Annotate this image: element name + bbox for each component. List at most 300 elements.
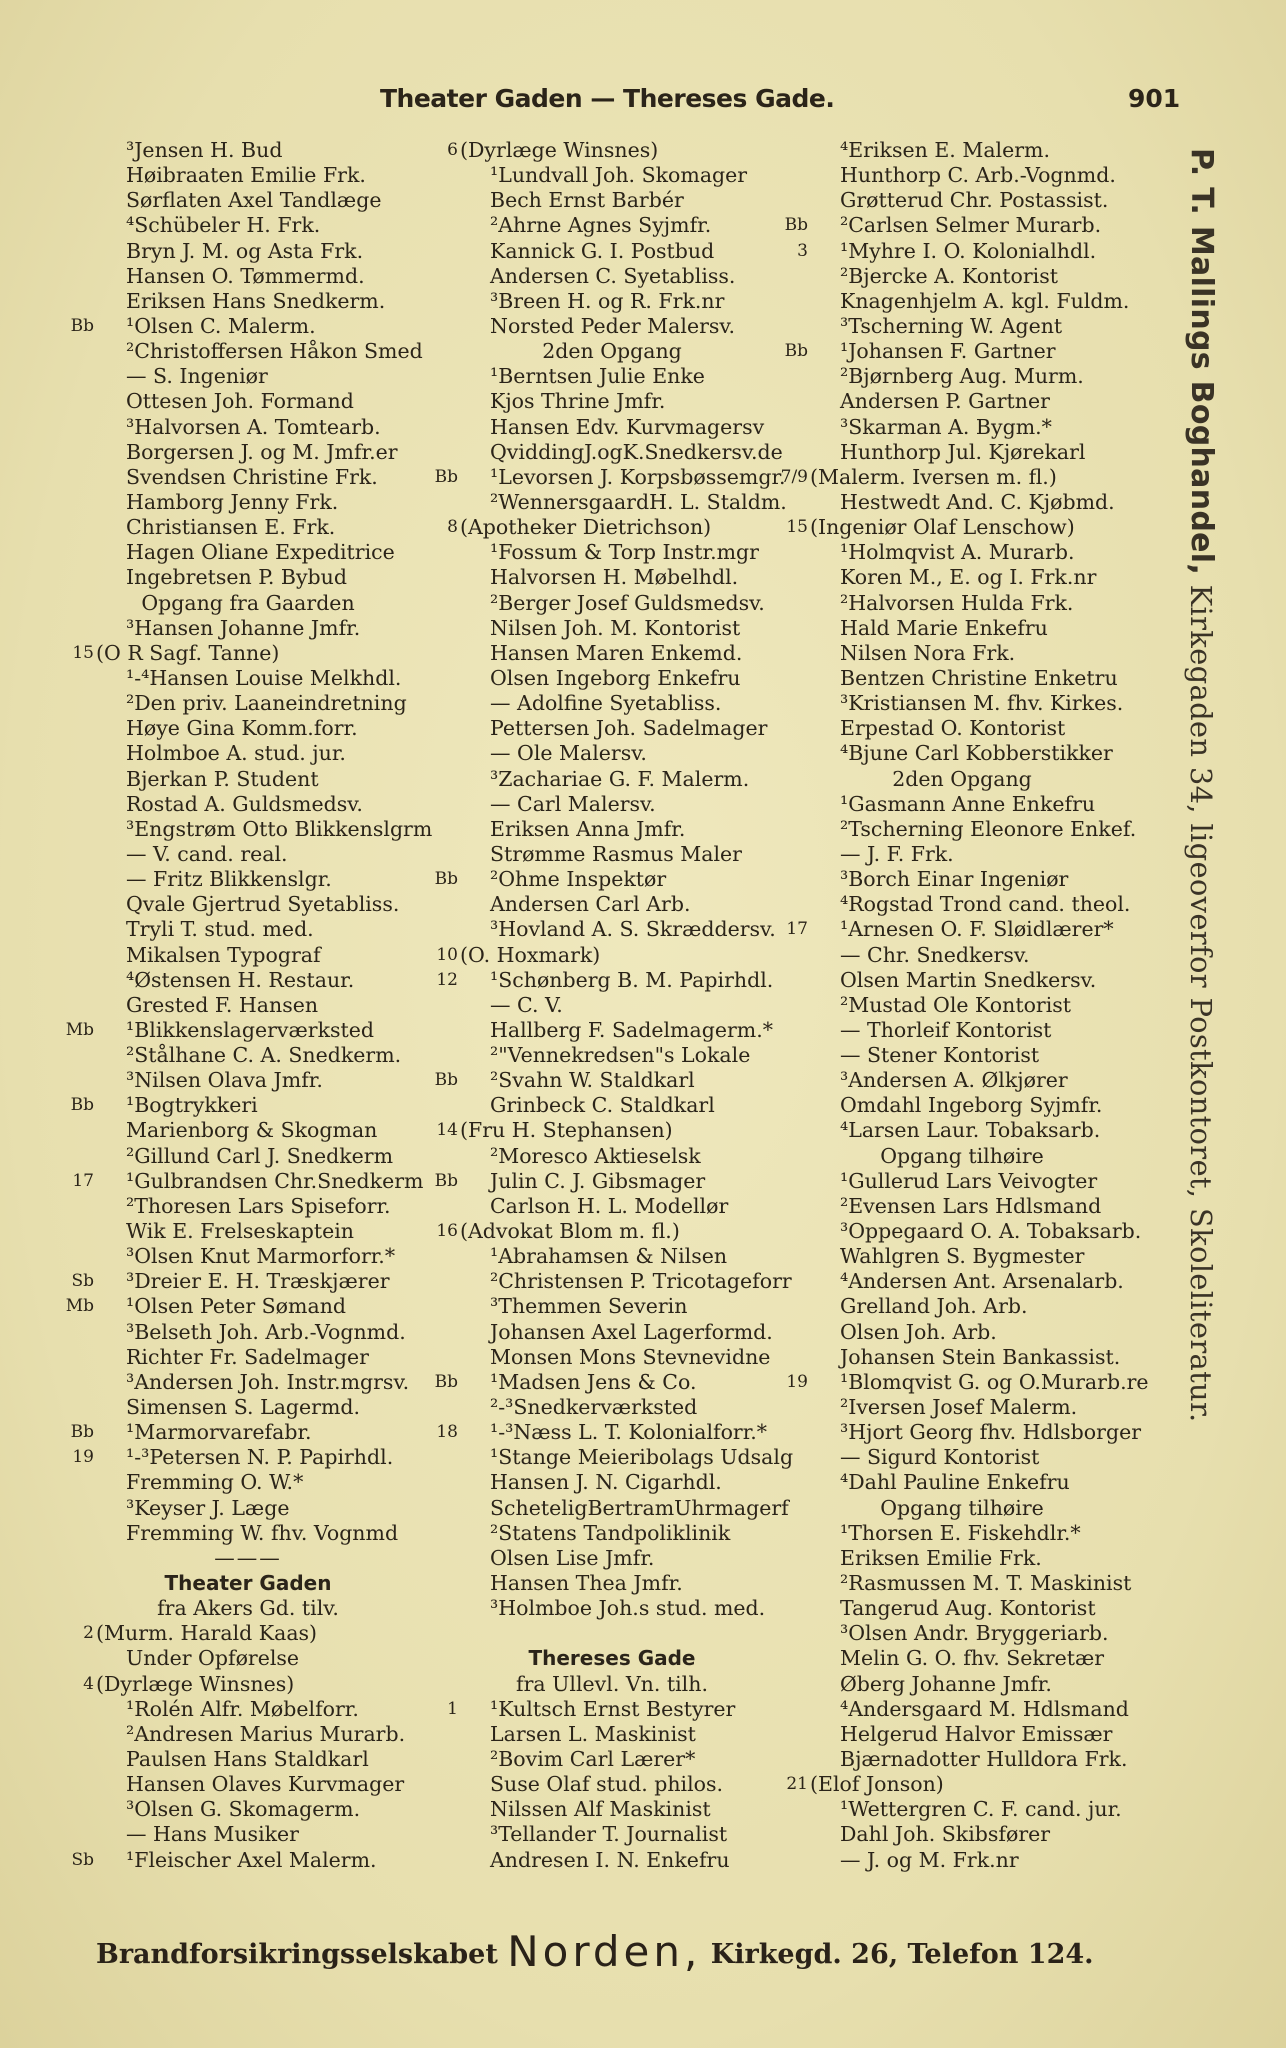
house-number-prefix: 19 [72,1447,94,1468]
entry-text: ²Berger Josef Guldsmedsv. [490,590,765,615]
directory-line [812,1722,1147,1747]
entry-text: Mikalsen Typograf [126,942,321,967]
directory-line [786,515,1147,540]
entry-text: ²Statens Tandpoliklinik [490,1520,731,1545]
house-number-prefix: 4 [83,1673,94,1694]
entry-text: Kannick G. I. Postbud [490,238,715,263]
entry-text: ²"Vennekredsen"s Lokale [490,1043,751,1068]
directory-line [786,917,1147,942]
directory-line [462,1470,797,1495]
entry-text: Hunthorp C. Arb.-Vognmd. [840,163,1116,188]
entry-text: Andresen I. N. Enkefru [490,1847,730,1872]
page-title: Theater Gaden — Thereses Gade. [380,84,835,113]
entry-text: Johansen Stein Bankassist. [840,1344,1121,1369]
entry-text: ²Svahn W. Staldkarl [490,1068,695,1093]
entry-text: Holmboe A. stud. jur. [126,741,346,766]
directory-line [812,716,1147,741]
directory-line [812,1244,1147,1269]
directory-line [462,1244,797,1269]
entry-text: ¹Blomqvist G. og O.Murarb.re [840,1369,1149,1394]
entry-text: ²Stålhane C. A. Snedkerm. [126,1043,402,1068]
directory-line [462,1621,797,1646]
entry-text: Hunthorp Jul. Kjørekarl [840,439,1086,464]
entry-text: ³Hansen Johanne Jmfr. [126,615,361,640]
directory-line [98,1219,433,1244]
directory-line [98,1395,433,1420]
directory-line [70,1093,433,1118]
directory-line [786,1369,1149,1395]
entry-text: Kjos Thrine Jmfr. [490,389,666,414]
entry-text: Tangerud Aug. Kontorist [840,1596,1096,1621]
directory-line [462,1269,797,1294]
side-advertisement [1184,148,1219,1423]
entry-text: Olsen Lise Jmfr. [490,1545,655,1570]
entry-text: Grelland Joh. Arb. [840,1294,1028,1319]
entry-text: ²Christoffersen Håkon Smed [126,339,423,364]
directory-line [98,465,433,490]
entry-text: — J. F. Frk. [840,841,954,866]
entry-text: ⁴Dahl Pauline Enkefru [840,1470,1070,1495]
directory-line [812,1521,1147,1546]
directory-line [98,163,433,188]
entry-text: Wik E. Frelseskaptein [126,1219,354,1244]
entry-text: ¹Rolén Alfr. Møbelforr. [126,1696,359,1721]
entry-text: ScheteligBertramUhrmagerf [490,1495,789,1520]
entry-text: ³Olsen Knut Marmorforr.* [126,1244,396,1269]
directory-line [462,415,797,440]
house-number-prefix: Bb [70,1422,94,1443]
house-number-prefix: 21 [786,1774,808,1795]
directory-line [784,213,1147,238]
house-number-prefix: 3 [797,240,808,261]
directory-line [98,1521,433,1546]
house-number-prefix: 15 [72,642,94,663]
entry-text: Omdahl Ingeborg Syjmfr. [840,1093,1103,1118]
entry-text: — Thorleif Kontorist [840,1017,1052,1042]
entry-text: (O. Hoxmark) [460,942,601,967]
directory-line [98,1118,433,1143]
entry-text: Simensen S. Lagermd. [126,1395,361,1420]
entry-text: ¹Lundvall Joh. Skomager [490,163,748,188]
entry-text: — Adolfine Syetabliss. [490,691,722,716]
directory-line [98,767,433,792]
entry-text: Eriksen Emilie Frk. [840,1545,1042,1570]
directory-line [98,389,433,414]
entry-text: Høibraaten Emilie Frk. [126,163,366,188]
entry-text: ¹Madsen Jens & Co. [490,1369,697,1394]
entry-text: Bjærnadotter Hulldora Frk. [840,1747,1128,1771]
entry-text: — Hans Musiker [126,1822,299,1847]
directory-line [98,1320,433,1345]
house-number-prefix: 15 [786,517,808,538]
entry-text: ³Andersen Joh. Instr.mgrsv. [126,1369,410,1394]
entry-text: ¹Bogtrykkeri [126,1093,258,1118]
directory-line [98,993,433,1018]
directory-line [462,314,797,339]
directory-line [812,968,1147,993]
directory-line [434,1068,797,1093]
directory-line [71,1847,433,1873]
entry-text: ¹Berntsen Julie Enke [490,364,705,389]
directory-line [812,314,1147,339]
entry-text: ⁴Østensen H. Restaur. [126,967,355,992]
entry-text: Monsen Mons Stevnevidne [490,1344,771,1369]
entry-text: ²Moresco Aktieselsk [490,1143,701,1168]
entry-text: (Apotheker Dietrichson) [460,515,712,540]
directory-line [812,867,1147,892]
directory-line [812,641,1147,666]
directory-line [98,239,433,264]
entry-text: ⁴Eriksen E. Malerm. [840,138,1050,162]
directory-line [98,415,433,440]
directory-line [462,1546,797,1571]
entry-text: ²Rasmussen M. T. Maskinist [840,1571,1132,1596]
entry-text: Ottesen Joh. Formand [126,389,354,414]
entry-text: ³Holmboe Joh.s stud. med. [490,1596,766,1621]
entry-text: ¹Gullerud Lars Veivogter [840,1168,1098,1193]
entry-text: ¹Kultsch Ernst Bestyrer [490,1696,736,1721]
directory-line [98,264,433,289]
directory-line [98,1144,433,1169]
entry-text: Rostad A. Guldsmedsv. [126,791,363,816]
entry-text: Hald Marie Enkefru [840,615,1048,640]
directory-line [812,1797,1147,1822]
directory-line [98,440,433,465]
directory-line [462,289,797,314]
entry-text: ³Jensen H. Bud [126,138,283,162]
directory-line [812,364,1147,389]
entry-text: Wahlgren S. Bygmester [840,1244,1085,1269]
entry-text: ——— [214,1545,282,1570]
directory-line [462,591,797,616]
directory-line [812,1621,1147,1646]
directory-line [812,389,1147,414]
directory-line [462,364,797,389]
entry-text: Olsen Martin Snedkersv. [840,967,1097,992]
entry-text: ²Andresen Marius Murarb. [126,1721,406,1746]
entry-text: ¹Abrahamsen & Nilsen [490,1244,728,1269]
directory-line [812,842,1147,867]
house-number-prefix: 19 [786,1371,808,1392]
footer-advertisement [96,1927,1196,1976]
directory-line [98,867,433,892]
entry-text: ³Kristiansen M. fhv. Kirkes. [840,691,1124,716]
entry-text: Bjerkan P. Student [126,766,319,791]
entry-text: Helgerud Halvor Emissær [840,1721,1113,1746]
street-heading: Theater Gaden [164,1571,332,1596]
entry-text: (Elof Jonson) [810,1772,944,1797]
entry-text: (Ingeniør Olaf Lenschow) [810,515,1075,540]
directory-line [462,1672,797,1697]
directory-line [812,1345,1147,1370]
directory-line [812,1697,1147,1722]
entry-text: Suse Olaf stud. philos. [490,1772,724,1797]
column-1 [65,138,433,1873]
directory-line [462,1194,797,1219]
entry-text: — Stener Kontorist [840,1043,1040,1068]
directory-line [434,464,797,490]
entry-text: ²Den priv. Laaneindretning [126,691,407,716]
entry-text: Erpestad O. Kontorist [840,716,1066,741]
directory-line [98,817,433,842]
directory-line [98,515,433,540]
directory-line [462,1722,797,1747]
entry-text: ³Halvorsen A. Tomtearb. [126,414,381,439]
directory-line [98,1722,433,1747]
entry-text: Norsted Peder Malersv. [490,313,736,338]
entry-text: — Carl Malersv. [490,791,656,816]
directory-line [436,1118,797,1143]
directory-line [70,313,433,339]
directory-line [812,1646,1147,1671]
directory-line [812,1822,1147,1847]
entry-text: ¹Stange Meieribolags Udsalg [490,1445,794,1470]
entry-text: Grinbeck C. Staldkarl [490,1093,715,1118]
directory-line [98,1747,433,1772]
directory-line [462,239,797,264]
house-number-prefix: Bb [70,1095,94,1116]
entry-text: Olsen Ingeborg Enkefru [490,665,741,690]
directory-line [812,1219,1147,1244]
directory-line [98,741,433,766]
directory-line [98,691,433,716]
entry-text: ¹Schønberg B. M. Papirhdl. [490,967,774,992]
directory-line [812,1068,1147,1093]
entry-text: Carlson H. L. Modellør [490,1193,729,1218]
directory-line [98,917,433,942]
entry-text: Fremming O. W.* [126,1470,304,1495]
directory-line [462,792,797,817]
entry-text: ²WennersgaardH. L. Staldm. [490,489,787,514]
directory-line [462,892,797,917]
directory-line [462,1521,797,1546]
house-number-prefix: 17 [786,919,808,940]
directory-line [812,1294,1147,1319]
directory-line [780,464,1147,490]
directory-line [98,1068,433,1093]
directory-line [812,1144,1147,1169]
directory-line [71,1269,433,1294]
entry-text: ³Themmen Severin [490,1294,688,1319]
house-number-prefix: Sb [71,1849,94,1870]
directory-line [462,565,797,590]
directory-line [98,1496,433,1521]
directory-line [462,1822,797,1847]
directory-line [83,1621,433,1646]
directory-line [98,1822,433,1847]
entry-text: Grested F. Hansen [126,992,319,1017]
directory-line [436,942,797,968]
entry-text: ¹Levorsen J. Korpsbøssemgr. [490,464,786,489]
directory-line [462,993,797,1018]
entry-text: Larsen L. Maskinist [490,1721,696,1746]
house-number-prefix: 1 [447,1698,458,1719]
entry-text: Fremming W. fhv. Vognmd [126,1520,399,1545]
directory-line [462,666,797,691]
directory-line [98,1772,433,1797]
directory-line [462,1747,797,1772]
entry-text: ³Olsen Andr. Bryggeriarb. [840,1621,1109,1646]
street-heading: Thereses Gade [528,1646,696,1671]
entry-text: Opgang tilhøire [880,1495,1044,1520]
entry-text: ¹Fleischer Axel Malerm. [126,1847,377,1872]
directory-line [462,817,797,842]
directory-line [812,1118,1147,1143]
entry-text: — S. Ingeniør [126,364,268,389]
directory-line [462,389,797,414]
entry-text: ²Bjercke A. Kontorist [840,263,1058,288]
entry-text: ²Bjørnberg Aug. Murm. [840,364,1084,389]
directory-line [98,1194,433,1219]
entry-text: ¹Wettergren C. F. cand. jur. [840,1797,1122,1822]
entry-text: Hallberg F. Sadelmagerm.* [490,1017,773,1042]
directory-line [812,1546,1147,1571]
house-number-prefix: 7/9 [780,466,808,487]
entry-text: ¹Myhre I. O. Kolonialhdl. [840,238,1097,263]
directory-line [98,1571,433,1596]
entry-text: Eriksen Anna Jmfr. [490,816,686,841]
directory-line [812,1747,1147,1772]
directory-line [812,540,1147,565]
entry-text: (Advokat Blom m. fl.) [460,1219,680,1244]
directory-line [786,1772,1147,1797]
entry-text: ¹Marmorvarefabr. [126,1420,312,1445]
directory-line [462,1345,797,1370]
entry-text: ⁴Larsen Laur. Tobaksarb. [840,1118,1101,1143]
directory-line [812,1470,1147,1495]
directory-line [462,1018,797,1043]
directory-line [462,213,797,238]
directory-line [462,842,797,867]
directory-line [812,289,1147,314]
directory-line [812,1420,1147,1445]
directory-line [462,917,797,942]
entry-text: (O R Sagf. Tanne) [96,640,280,665]
entry-text: Marienborg & Skogman [126,1118,378,1143]
entry-text: — J. og M. Frk.nr [840,1847,1019,1872]
entry-text: Hagen Oliane Expeditrice [126,540,395,565]
entry-text: Svendsen Christine Frk. [126,464,378,489]
directory-line [462,1646,797,1671]
entry-text: ²Carlsen Selmer Murarb. [840,213,1102,238]
entry-text: Johansen Axel Lagerformd. [490,1319,773,1344]
entry-text: Opgang fra Gaarden [141,590,355,615]
directory-line [812,1043,1147,1068]
entry-text: Hamborg Jenny Frk. [126,489,339,514]
directory-line [812,163,1147,188]
directory-line [812,1194,1147,1219]
entry-text: Pettersen Joh. Sadelmager [490,716,768,741]
house-number-prefix: Bb [784,215,808,236]
directory-line [812,767,1147,792]
directory-line [462,1395,797,1420]
directory-line [98,1596,433,1621]
entry-text: Høye Gina Komm.forr. [126,716,358,741]
entry-text: ³Dreier E. H. Træskjærer [126,1269,390,1294]
directory-line [812,490,1147,515]
directory-line [812,892,1147,917]
entry-text: 2den Opgang [892,766,1032,791]
entry-text: Hansen Thea Jmfr. [490,1571,683,1596]
entry-text: Hansen Maren Enkemd. [490,640,743,665]
entry-text: fra Akers Gd. tilv. [157,1596,339,1621]
directory-line [462,691,797,716]
directory-line [462,1294,797,1319]
entry-text: ³Belseth Joh. Arb.-Vognmd. [126,1319,406,1344]
directory-line [434,1369,797,1395]
entry-text: Hestwedt And. C. Kjøbmd. [840,489,1115,514]
directory-line [98,616,433,641]
entry-text: ¹-³Næss L. T. Kolonialforr.* [490,1420,768,1445]
directory-line [462,1093,797,1118]
entry-text: (Murm. Harald Kaas) [96,1621,318,1646]
directory-line [436,967,797,993]
directory-line [70,1420,433,1445]
entry-text: ²Halvorsen Hulda Frk. [840,590,1074,615]
directory-line [812,1269,1147,1294]
entry-text: Ingebretsen P. Bybud [126,565,347,590]
entry-text: ³Skarman A. Bygm.* [840,414,1052,439]
entry-text: ³Olsen G. Skomagerm. [126,1797,361,1822]
entry-text: ¹Thorsen E. Fiskehdlr.* [840,1520,1081,1545]
directory-line [812,1093,1147,1118]
directory-line [98,1370,433,1395]
entry-text: ⁴Rogstad Trond cand. theol. [840,892,1131,917]
entry-text: ¹-⁴Hansen Louise Melkhdl. [126,665,402,690]
entry-text: ³Keyser J. Læge [126,1495,290,1520]
directory-line [98,490,433,515]
entry-text: Richter Fr. Sadelmager [126,1344,369,1369]
directory-line [98,1470,433,1495]
directory-line [462,641,797,666]
directory-line [812,666,1147,691]
directory-line [462,1596,797,1621]
directory-line [98,188,433,213]
directory-line [462,1797,797,1822]
entry-text: (Dyrlæge Winsnes) [96,1671,295,1696]
column-3 [780,138,1149,1873]
house-number-prefix: Bb [784,341,808,362]
entry-text: ⁴Schübeler H. Frk. [126,213,321,238]
directory-line [98,1043,433,1068]
entry-text: Dahl Joh. Skibsfører [840,1822,1051,1847]
house-number-prefix: Sb [71,1271,94,1292]
side-ad-text: Kirkegaden 34, ligeoverfor Postkontoret, Skoleliteratur. [1184,575,1218,1423]
entry-text: ²Mustad Ole Kontorist [840,992,1072,1017]
entry-text: ¹Blikkenslagerværksted [126,1017,375,1042]
directory-line [812,741,1147,766]
directory-line [812,1848,1147,1873]
entry-text: ³Oppegaard O. A. Tobaksarb. [840,1219,1142,1244]
directory-line [812,1320,1147,1345]
entry-text: ²Christensen P. Tricotageforr [490,1269,792,1294]
entry-text: Strømme Rasmus Maler [490,841,742,866]
directory-line [98,842,433,867]
entry-text: ³Zachariae G. F. Malerm. [490,766,750,791]
directory-line [812,1672,1147,1697]
directory-line [98,339,433,364]
directory-line [812,1395,1147,1420]
directory-line [462,1144,797,1169]
directory-line [98,565,433,590]
directory-line [462,1320,797,1345]
directory-line [812,691,1147,716]
entry-text: ¹Gulbrandsen Chr.Snedkerm [126,1168,424,1193]
entry-text: Borgersen J. og M. Jmfr.er [126,439,398,464]
directory-line [98,1797,433,1822]
entry-text: Hansen J. N. Cigarhdl. [490,1470,722,1495]
house-number-prefix: Mb [65,1296,94,1317]
